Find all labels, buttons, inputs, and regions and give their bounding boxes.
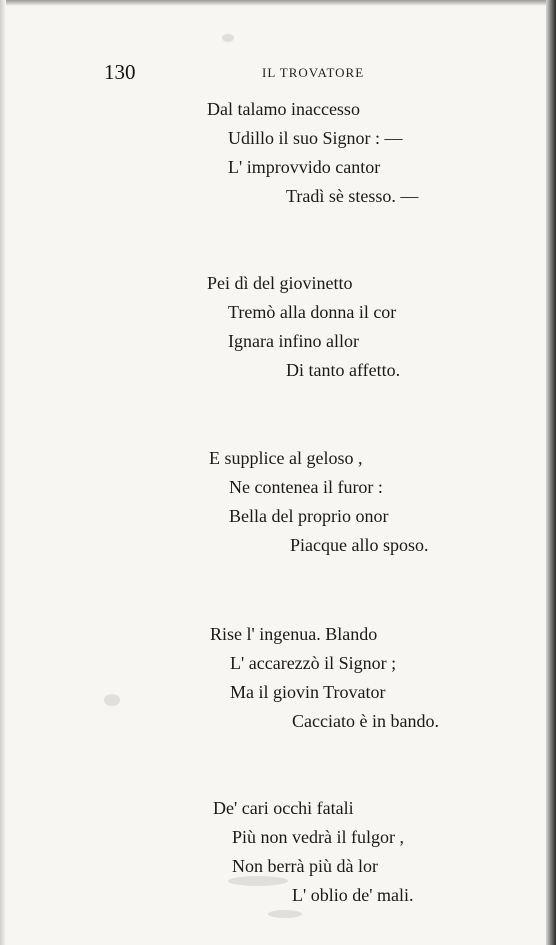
verse-line: Più non vedrà il fulgor , (232, 827, 404, 847)
verse-line: Cacciato è in bando. (292, 711, 439, 731)
stanza (0, 794, 556, 910)
page-header (0, 60, 556, 90)
verse-line: Ma il giovin Trovator (230, 682, 386, 702)
stanza (0, 444, 556, 560)
verse-line: Dal talamo inaccesso (207, 99, 360, 119)
paper-smudge (268, 910, 302, 918)
running-title: IL TROVATORE (262, 65, 365, 80)
verse-line: E supplice al geloso , (209, 448, 363, 468)
page-number: 130 (104, 60, 136, 84)
page-top-edge (0, 0, 556, 6)
stanza (0, 620, 556, 736)
verse-line: Piacque allo sposo. (290, 535, 429, 555)
verse-line: Rise l' ingenua. Blando (210, 624, 378, 644)
verse-line: Non berrà più dà lor (232, 856, 378, 876)
verse-line: Bella del proprio onor (229, 506, 389, 526)
verse-line: Tremò alla donna il cor (228, 302, 397, 322)
verse-line: Ignara infino allor (228, 331, 359, 351)
verse-line: Pei dì del giovinetto (207, 273, 353, 293)
stanza (0, 95, 556, 211)
verse-line: Di tanto affetto. (286, 360, 401, 380)
verse-line: Tradì sè stesso. — (286, 186, 419, 206)
verse-line: Ne contenea il furor : (229, 477, 383, 497)
verse-line: Udillo il suo Signor : — (228, 128, 403, 148)
paper-smudge (222, 34, 234, 42)
poem (0, 95, 556, 910)
verse-line: L' improvvido cantor (228, 157, 381, 177)
verse-line: De' cari occhi fatali (213, 798, 354, 818)
verse-line: L' oblio de' mali. (292, 885, 414, 905)
stanza (0, 269, 556, 385)
verse-line: L' accarezzò il Signor ; (230, 653, 397, 673)
